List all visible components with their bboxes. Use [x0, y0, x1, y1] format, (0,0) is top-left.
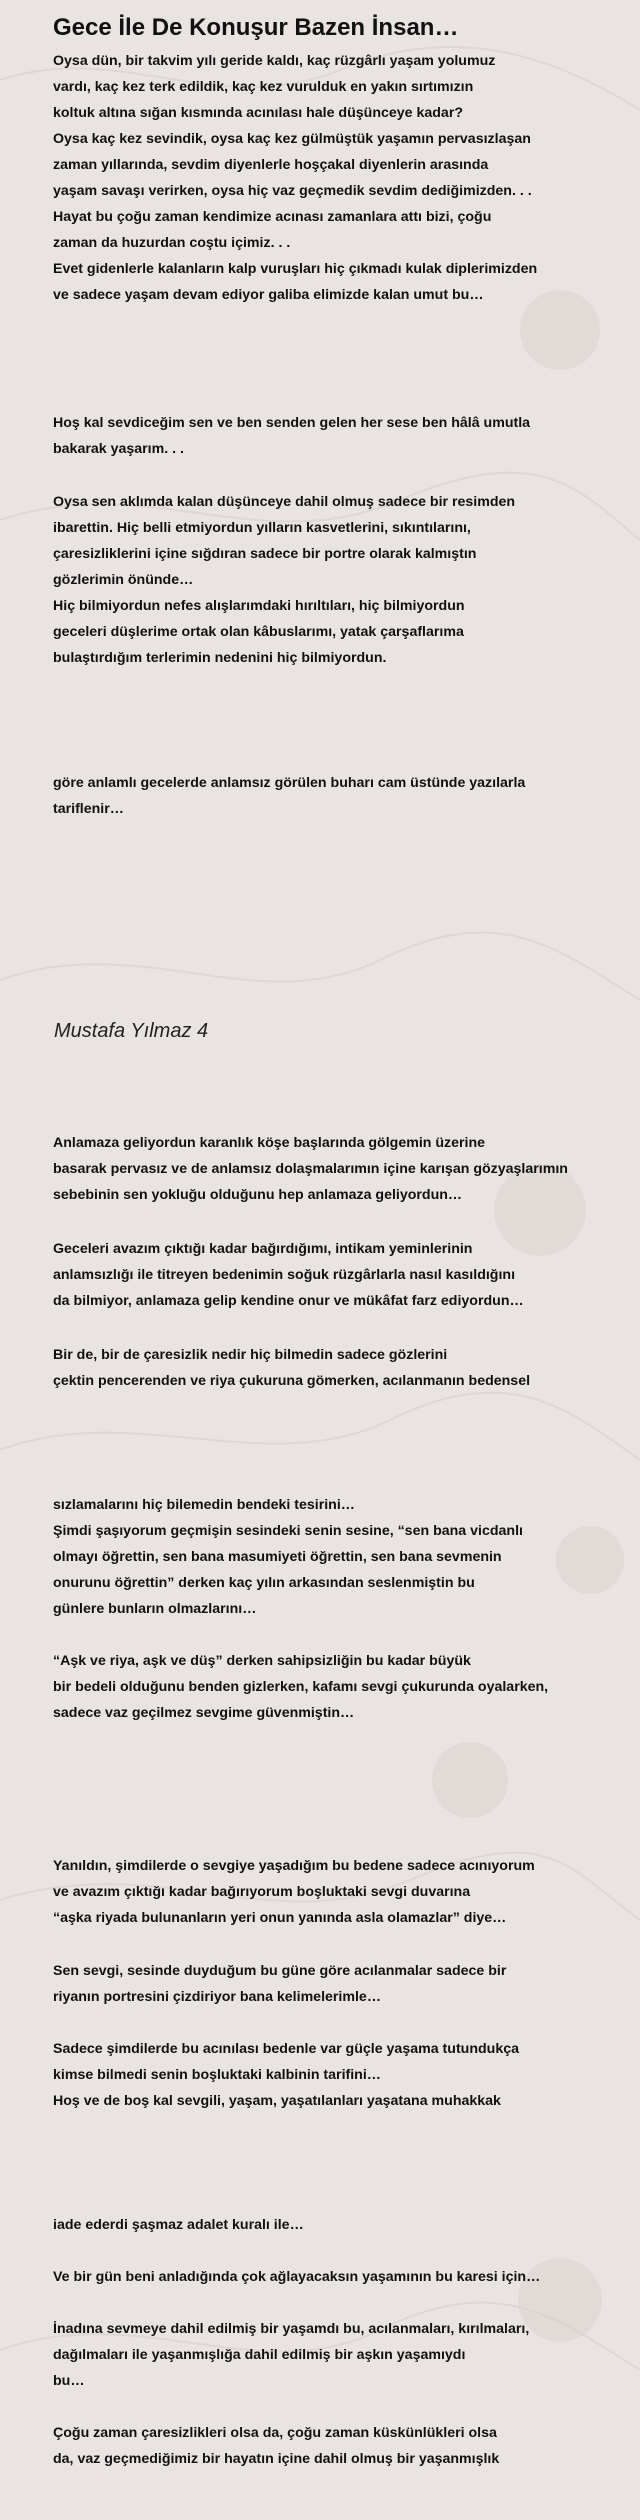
- poem-line: göre anlamlı gecelerde anlamsız görülen buharı cam üstünde yazılarla: [53, 775, 526, 791]
- poem-line: sızlamalarını hiç bilemedin bendeki tesirini…: [53, 1497, 355, 1513]
- stanza-11: [53, 1958, 506, 2010]
- stanza-5: [53, 1130, 568, 1208]
- poem-line: Hiç bilmiyordun nefes alışlarımdaki hırıltıları, hiç bilmiyordun: [53, 598, 465, 614]
- poem-line: Hayat bu çoğu zaman kendimize acınası zamanlara attı bizi, çoğu: [53, 209, 492, 225]
- poem-line: da, vaz geçmediğimiz bir hayatın içine dahil olmuş bir yaşanmışlık: [53, 2451, 500, 2467]
- poem-line: ve avazım çıktığı kadar bağırıyorum boşluktaki sevgi duvarına: [53, 1884, 471, 1900]
- poem-line: iade ederdi şaşmaz adalet kuralı ile…: [53, 2217, 304, 2233]
- poem-line: tariflenir…: [53, 801, 124, 817]
- poem-line: “aşka riyada bulunanların yeri onun yanında asla olamazlar” diye…: [53, 1910, 507, 1926]
- poem-line: yaşam savaşı verirken, oysa hiç vaz geçmedik sevdim dediğimizden. . .: [53, 183, 532, 199]
- poem-line: koltuk altına sığan kısmında acınılası hale düşünceye kadar?: [53, 105, 464, 121]
- stanza-12: [53, 2036, 519, 2114]
- poem-line: Oysa sen aklımda kalan düşünceye dahil olmuş sadece bir resimden: [53, 494, 516, 510]
- stanza-2: [53, 410, 530, 462]
- stanza-1: [53, 48, 537, 308]
- poem-line: Çoğu zaman çaresizlikleri olsa da, çoğu zaman küskünlükleri olsa: [53, 2425, 497, 2441]
- poem-line: Hoş kal sevdiceğim sen ve ben senden gelen her sese ben hâlâ umutla: [53, 415, 531, 431]
- poem-line: bu…: [53, 2373, 85, 2389]
- stanza-6: [53, 1236, 524, 1314]
- poem-line: “Aşk ve riya, aşk ve düş” derken sahipsizliğin bu kadar büyük: [53, 1653, 471, 1669]
- poem-line: onurunu öğrettin” derken kaç yılın arkasından seslenmiştin bu: [53, 1575, 475, 1591]
- poem-line: Bir de, bir de çaresizlik nedir hiç bilmedin sadece gözlerini: [53, 1347, 448, 1363]
- stanza-16: [53, 2420, 499, 2472]
- stanza-13: [53, 2212, 304, 2238]
- poem-line: çaresizliklerini içine sığdıran sadece bir portre olarak kalmıştın: [53, 546, 477, 562]
- poem-line: kimse bilmedi senin boşluktaki kalbinin tarifini…: [53, 2067, 381, 2083]
- poem-title: Gece İle De Konuşur Bazen İnsan…: [53, 14, 459, 41]
- poem-line: dağılmaları ile yaşanmışlığa dahil edilmiş bir aşkın yaşamıydı: [53, 2347, 466, 2363]
- poem-line: Oysa kaç kez sevindik, oysa kaç kez gülmüştük yaşamın pervasızlaşan: [53, 131, 531, 147]
- poem-line: geceleri düşlerime ortak olan kâbuslarımı, yatak çarşaflarıma: [53, 624, 464, 640]
- poem-line: bir bedeli olduğunu benden gizlerken, kafamı sevgi çukurunda oyalarken,: [53, 1679, 549, 1695]
- poem-line: bakarak yaşarım. . .: [53, 441, 184, 457]
- stanza-4: [53, 770, 525, 822]
- poem-line: Yanıldın, şimdilerde o sevgiye yaşadığım bu bedene sadece acınıyorum: [53, 1858, 535, 1874]
- poem-line: gözlerimin önünde…: [53, 572, 194, 588]
- poem-line: vardı, kaç kez terk edildik, kaç kez vurulduk en yakın sırtımızın: [53, 79, 474, 95]
- poem-line: Evet gidenlerle kalanların kalp vuruşları hiç çıkmadı kulak diplerimizden: [53, 261, 538, 277]
- poem-line: Sadece şimdilerde bu acınılası bedenle var güçle yaşama tutundukça: [53, 2041, 520, 2057]
- poem-line: Sen sevgi, sesinde duyduğum bu güne göre acılanmalar sadece bir: [53, 1963, 507, 1979]
- stanza-9: [53, 1648, 548, 1726]
- poem-line: ve sadece yaşam devam ediyor galiba elimizde kalan umut bu…: [53, 287, 484, 303]
- stanza-3: [53, 489, 515, 671]
- poem-line: basarak pervasız ve de anlamsız dolaşmalarımın içine karışan gözyaşlarımın: [53, 1161, 568, 1177]
- poem-line: sebebinin sen yokluğu olduğunu hep anlamaza geliyordun…: [53, 1187, 463, 1203]
- poem-line: anlamsızlığı ile titreyen bedenimin soğuk rüzgârlarla nasıl kasıldığını: [53, 1267, 516, 1283]
- poem-line: sadece vaz geçilmez sevgime güvenmiştin…: [53, 1705, 355, 1721]
- stanza-14: [53, 2264, 540, 2290]
- stanza-8: [53, 1492, 523, 1622]
- poem-line: da bilmiyor, anlamaza gelip kendine onur ve mükâfat farz ediyordun…: [53, 1293, 524, 1309]
- poem-line: bulaştırdığım terlerimin nedenini hiç bilmiyordun.: [53, 650, 387, 666]
- stanza-15: [53, 2316, 529, 2394]
- author-name: Mustafa Yılmaz 4: [54, 1020, 209, 1042]
- poem-line: zaman da huzurdan coştu içimiz. . .: [53, 235, 291, 251]
- poem-line: çektin pencerenden ve riya çukuruna gömerken, acılanmanın bedensel: [53, 1373, 531, 1389]
- poem-line: Geceleri avazım çıktığı kadar bağırdığımı, intikam yeminlerinin: [53, 1241, 473, 1257]
- stanza-10: [53, 1853, 535, 1931]
- stanza-7: [53, 1342, 530, 1394]
- poem-line: günlere bunların olmazlarını…: [53, 1601, 257, 1617]
- poem-line: İnadına sevmeye dahil edilmiş bir yaşamdı bu, acılanmaları, kırılmaları,: [53, 2321, 530, 2337]
- poem-line: olmayı öğrettin, sen bana masumiyeti öğrettin, sen bana sevmenin: [53, 1549, 502, 1565]
- poem-line: Ve bir gün beni anladığında çok ağlayacaksın yaşamının bu karesi için…: [53, 2269, 541, 2285]
- poem-line: Oysa dün, bir takvim yılı geride kaldı, kaç rüzgârlı yaşam yolumuz: [53, 53, 496, 69]
- poem-line: Şimdi şaşıyorum geçmişin sesindeki senin sesine, “sen bana vicdanlı: [53, 1523, 523, 1539]
- poem-line: zaman yıllarında, sevdim diyenlerle hoşçakal diyenlerin arasında: [53, 157, 489, 173]
- poem-line: Anlamaza geliyordun karanlık köşe başlarında gölgemin üzerine: [53, 1135, 486, 1151]
- poem-line: Hoş ve de boş kal sevgili, yaşam, yaşatılanları yaşatana muhakkak: [53, 2093, 501, 2109]
- poem-line: riyanın portresini çizdiriyor bana kelimelerimle…: [53, 1989, 382, 2005]
- poem-line: ibarettin. Hiç belli etmiyordun yılların kasvetlerini, sıkıntılarını,: [53, 520, 471, 536]
